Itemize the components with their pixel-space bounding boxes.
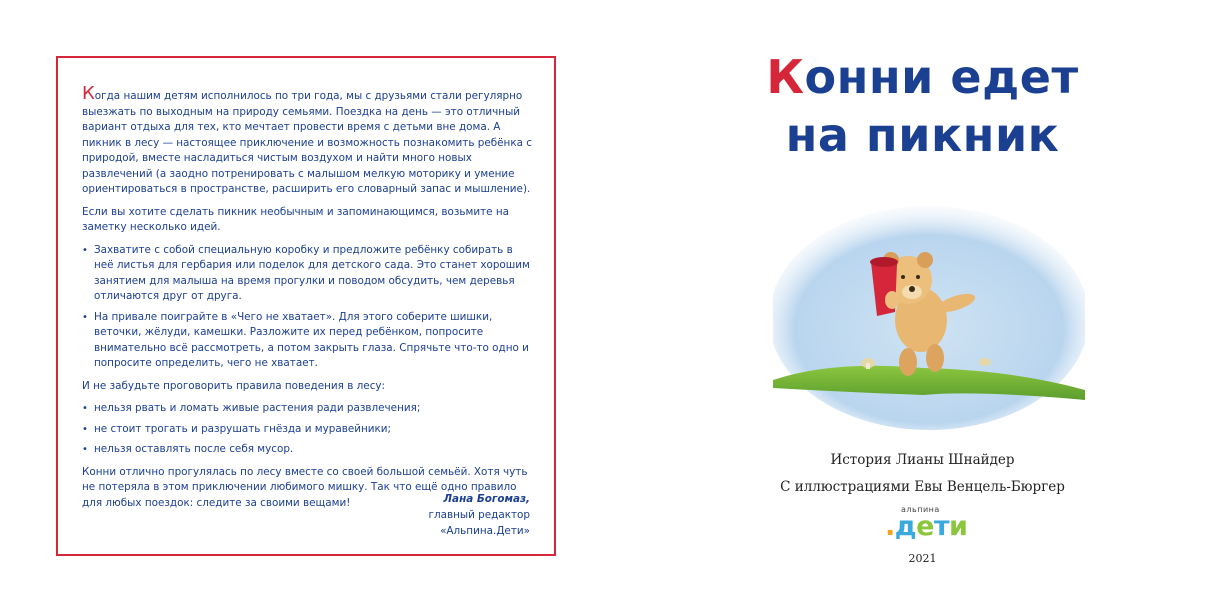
tips-list: [82, 243, 534, 372]
rule-text: не стоит трогать и разрушать гнёзда и муравейники;: [94, 422, 392, 435]
intro-text: огда нашим детям исполнилось по три года, мы с друзьями стали регулярно выезжать по выходным на природу семьями. Поездка на день — это отличный вариант отдыха для тех, кто мечтает провести время с детьми вне дома. А пикник в лесу — настоящее приключение и возможность познакомить ребёнка с природой, вместе насладиться чистым воздухом и найти много новых развлечений (а заодно потренировать с малышом мелкую моторику и умение ориентироваться в пространстве, расширить его словарный запас и мышление).: [82, 90, 532, 195]
rules-intro: И не забудьте проговорить правила поведения в лесу:: [82, 379, 386, 392]
publisher-logo: [877, 505, 977, 547]
bullet-icon: •: [82, 444, 88, 455]
title-line-1: [615, 48, 1230, 106]
bullet-icon: •: [82, 244, 88, 256]
story-credit: История Лианы Шнайдер: [830, 452, 1015, 468]
bullet-icon: •: [82, 311, 88, 323]
editor-note-text: [82, 83, 534, 518]
title-first-letter: К: [766, 50, 805, 104]
logo-small-text: альпина: [901, 505, 940, 514]
signature-role: главный редактор: [428, 509, 530, 521]
rule-text: нельзя рвать и ломать живые растения ради развлечения;: [94, 402, 421, 414]
list-item: [82, 422, 534, 438]
title-line-1-rest: онни едет: [804, 50, 1079, 104]
tips-intro: Если вы хотите сделать пикник необычным и запоминающимся, возьмите на заметку несколько идей.: [82, 205, 510, 233]
list-item: [82, 442, 534, 458]
list-item: [82, 401, 534, 417]
logo-char: и: [949, 511, 968, 542]
list-item: [82, 243, 534, 305]
closing-paragraph: Конни отлично прогулялась по лесу вместе со своей большой семьёй. Хотя чуть не потеряла в этом приключении любимого мишку. Так что ещё одно правило для любых поездок: следите за своими вещами!: [82, 465, 528, 509]
bullet-icon: •: [82, 423, 88, 435]
title-line-2: на пикник: [785, 108, 1060, 162]
drop-cap: К: [82, 83, 95, 104]
logo-char: т: [933, 511, 950, 542]
list-item: [82, 310, 534, 372]
intro-paragraph: [82, 83, 534, 198]
book-title: [615, 48, 1230, 164]
editor-note-frame: [56, 56, 556, 556]
tip-text: Захватите с собой специальную коробку и предложите ребёнку собирать в неё листья для гербария или поделок для детского сада. Это станет хорошим занятием для малыша на время прогулки и поводом обсудить, чем деревья отличаются друг от друга.: [94, 243, 530, 302]
teddy-bear-with-red-bucket-illustration: [773, 200, 1085, 435]
logo-char: д: [894, 511, 917, 542]
signature-name: Лана Богомаз,: [443, 493, 530, 505]
publication-year: 2021: [908, 552, 937, 565]
bullet-icon: •: [82, 403, 88, 414]
rules-list: [82, 401, 534, 458]
tip-text: На привале поиграйте в «Чего не хватает». Для этого соберите шишки, веточки, жёлуди, камешки. Разложите их перед ребёнком, попросите внимательно всё рассмотреть, а потом закрыть глаза. Спрячьте что-то одно и попросите определить, чего не хватает.: [94, 310, 529, 369]
rule-text: нельзя оставлять после себя мусор.: [94, 443, 294, 455]
signature: [429, 491, 530, 539]
logo-main-text: [885, 511, 967, 542]
signature-org: «Альпина.Дети»: [440, 525, 530, 537]
right-page: [615, 0, 1230, 615]
logo-char: е: [916, 511, 934, 542]
logo-char: .: [885, 511, 895, 542]
illustration-credit: С иллюстрациями Евы Венцель-Бюргер: [780, 479, 1065, 495]
